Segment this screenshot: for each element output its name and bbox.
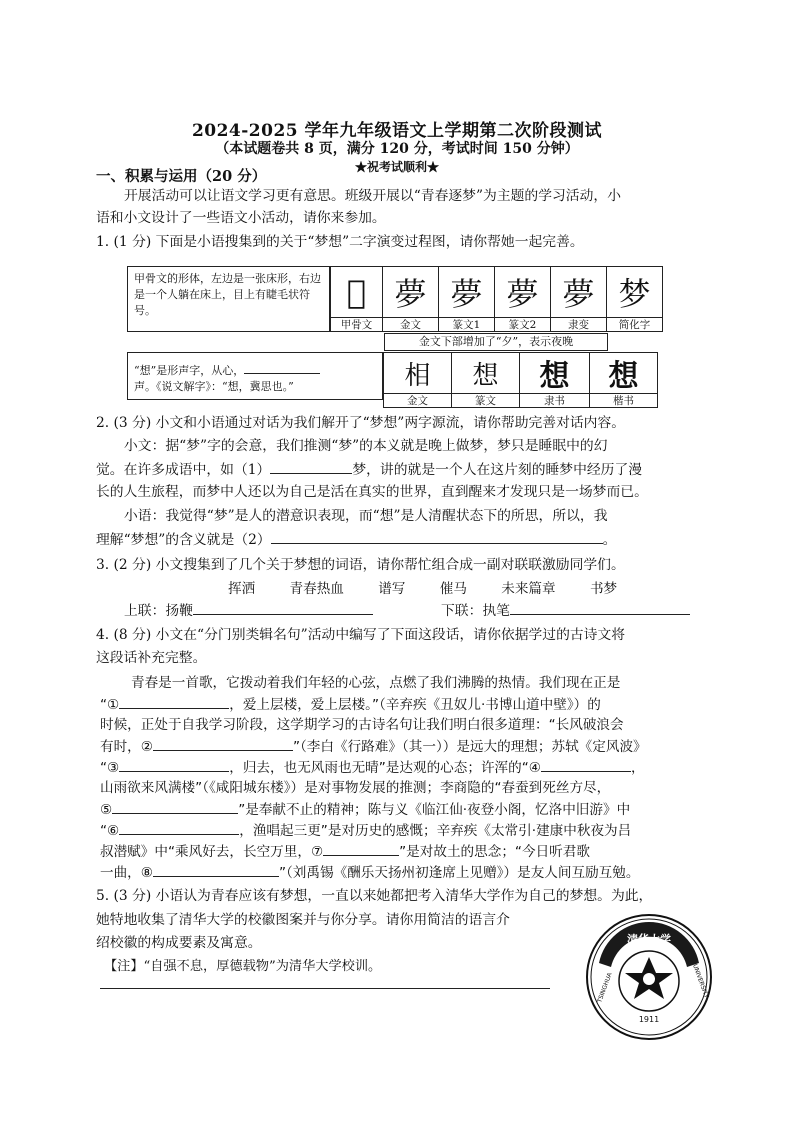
meng-oracle-note: 甲骨文的形体，左边是一张床形，右边是一个人躺在床上，目上有睫毛状符号。 [127, 266, 330, 332]
q5-line-3: 绍校徽的构成要素及寓意。 [96, 935, 262, 951]
q1-stem: 1. (1 分) 下面是小语搜集到的关于“梦想”二字演变过程图，请你帮她一起完善。 [96, 234, 584, 250]
caption-seal2: 篆文2 [495, 318, 551, 332]
quote-blank-1[interactable] [119, 694, 229, 709]
q2-p1-line2-a: 觉。在许多成语中，如（1） [96, 462, 271, 478]
meng-glyph-bronze: 夢 [383, 267, 439, 317]
meng-glyph-clerical: 夢 [551, 267, 607, 317]
q4-line-5 [100, 757, 645, 778]
q4-blank-1-label: “① [100, 697, 120, 713]
caption-oracle: 甲骨文 [331, 318, 383, 332]
intro-line-1: 开展活动可以让语文学习更有意思。班级开展以“青春逐梦”为主题的学习活动，小 [124, 188, 621, 204]
q4-line-4-rest: ”（李白《行路难》（其一））是远大的理想；苏轼《定风波》 [292, 739, 647, 755]
answer-line[interactable] [100, 988, 550, 989]
q4-stem-2: 这段话补充完整。 [96, 650, 207, 666]
upper-couplet-blank[interactable] [193, 600, 373, 615]
word-3: 催马 [439, 581, 467, 597]
q4-line-9-rest: ”是对故土的思念；“今日听君歌 [399, 844, 590, 860]
xiang-note-line1: “想”是形声字，从心， [134, 364, 245, 377]
q2-p1-line3: 长的人生旅程，而梦中人还以为自己是活在真实的世界，直到醒来才发现只是一场梦而已。 [96, 484, 648, 500]
word-4: 未来篇章 [501, 581, 556, 597]
quote-blank-3[interactable] [119, 757, 229, 772]
meaning-blank-2[interactable] [271, 529, 603, 544]
q4-blank-5-label: ⑤ [100, 802, 113, 818]
emblem-left-text: TSINGHUA [596, 971, 614, 1004]
xiang-phonetic-blank[interactable] [244, 359, 320, 374]
q5-line-2: 她特地收集了清华大学的校徽图案并与你分享。请你用简洁的语言介 [96, 912, 510, 928]
q4-blank-8-label: 一曲，⑧ [100, 865, 153, 881]
q2-stem: 2. (3 分) 小文和小语通过对话为我们解开了“梦想”两字源流，请你帮助完善对话内容。 [96, 415, 626, 431]
xiang-caption-seal: 篆文 [452, 394, 520, 408]
meng-glyph-simplified: 梦 [618, 275, 651, 313]
q4-line-8 [100, 820, 631, 841]
q4-blank-7-label: 叔潜赋》中“乘风好去，长空万里，⑦ [100, 844, 324, 860]
xiang-caption-clerical: 隶书 [520, 394, 590, 408]
q2-p1-line1: 小文：据“梦”字的会意，我们推测“梦”的本义就是晚上做梦，梦只是睡眠中的幻 [124, 438, 608, 454]
quote-blank-2[interactable] [153, 736, 293, 751]
tsinghua-emblem-icon [585, 913, 713, 1041]
meng-evolution-table [330, 266, 663, 332]
q5-note: 【注】“自强不息，厚德载物”为清华大学校训。 [104, 959, 382, 974]
q4-line-3: 时候，正处于自我学习阶段，这学期学习的古诗名句让我们明白很多道理：“长风破浪会 [100, 717, 624, 733]
xiang-glyph-seal: 想 [452, 353, 520, 393]
q4-line-2-rest: ，爱上层楼，爱上层楼。”（辛弃疾《丑奴儿·书博山道中壁》）的 [229, 697, 601, 713]
caption-bronze: 金文 [383, 318, 439, 332]
q4-blank-2-label: 有时，② [100, 739, 153, 755]
caption-clerical: 隶变 [551, 318, 607, 332]
meng-glyph-seal2: 夢 [495, 267, 551, 317]
q3-stem: 3. (2 分) 小文搜集到了几个关于梦想的词语，请你帮忙组合成一副对联联激励同学们。 [96, 557, 625, 573]
word-5: 书梦 [589, 581, 618, 597]
page-title: 2024-2025 学年九年级语文上学期第二次阶段测试 [191, 121, 603, 141]
xiang-glyph-regular: 想 [608, 359, 639, 394]
page-subtitle: （本试题卷共 8 页，满分 120 分，考试时间 150 分钟） [215, 141, 579, 157]
quote-blank-4[interactable] [541, 757, 631, 772]
q4-line-5-rest: ， [630, 760, 645, 776]
emblem-top-text: 清华大学 [627, 933, 671, 946]
word-2: 谱写 [378, 581, 406, 597]
good-luck-note: ★祝考试顺利★ [354, 160, 439, 174]
q2-p1-line2-b: 梦，讲的就是一个人在这片刻的睡梦中经历了漫 [352, 462, 643, 478]
word-0: 挥洒 [228, 581, 256, 597]
xiang-caption-bronze: 金文 [384, 394, 452, 408]
quote-blank-8[interactable] [153, 862, 279, 877]
xiang-caption-regular: 楷书 [613, 395, 634, 407]
q4-line-7 [100, 799, 630, 820]
emblem-right-text: UNIVERSITY [691, 963, 710, 1000]
emblem-year: 1911 [638, 1015, 660, 1024]
couplet-word-bank [228, 577, 633, 597]
quote-blank-5[interactable] [112, 799, 238, 814]
q2-p2-line1: 小语：我觉得“梦”是人的潜意识表现，而“想”是人清醒状态下的所思，所以，我 [124, 508, 608, 524]
q4-stem-1: 4. (8 分) 小文在“分门别类辑名句”活动中编写了下面这段话，请你依据学过的古诗文将 [96, 627, 626, 643]
q4-line-9 [100, 841, 590, 862]
xiang-glyph-bronze: 相 [384, 353, 452, 393]
lower-couplet [441, 600, 690, 621]
q4-line-7-rest: ”是奉献不止的精神；陈与义《临江仙·夜登小阁，忆洛中旧游》中 [238, 802, 631, 818]
bronze-addition-note: 金文下部增加了“夕”，表示夜晚 [384, 333, 608, 351]
q4-line-10-rest: ”（刘禹锡《酬乐天扬州初逢席上见赠》）是友人间互励互勉。 [278, 865, 640, 881]
word-1: 青春热血 [289, 581, 344, 597]
q4-blank-6-label: “⑥ [100, 823, 120, 839]
caption-simplified: 简化字 [618, 319, 651, 331]
q4-line-5-mid: ，归去，也无风雨也无晴”是达观的心态；许浑的“④ [229, 760, 541, 776]
caption-seal1: 篆文1 [439, 318, 495, 332]
xiang-note-line2: 声。《说文解字》：“想，冀思也。” [134, 380, 294, 393]
q4-blank-3-label: “③ [100, 760, 120, 776]
intro-line-2: 语和小文设计了一些语文小活动，请你来参加。 [96, 210, 386, 226]
q2-p1-line2 [96, 459, 642, 480]
q2-p2-line2: 理解“梦想”的含义就是（2） 。 [96, 529, 616, 550]
quote-blank-7[interactable] [323, 841, 399, 856]
upper-couplet-label: 上联：扬鞭 [124, 603, 193, 619]
q4-line-6: 山雨欲来风满楼”（《咸阳城东楼》）是对事物发展的推测；李商隐的“春蚕到死丝方尽， [100, 780, 611, 796]
q4-line-4 [100, 736, 647, 757]
xiang-note-box [127, 352, 383, 400]
q5-line-1: 5. (3 分) 小语认为青春应该有梦想，一直以来她都把考入清华大学作为自己的梦想。为此， [96, 888, 653, 904]
meng-glyph-seal1: 夢 [439, 267, 495, 317]
q2-p2-line2-text: 理解“梦想”的含义就是（2） [96, 532, 271, 548]
lower-couplet-blank[interactable] [510, 600, 690, 615]
xiang-evolution-table [383, 352, 658, 408]
q4-line-10 [100, 862, 639, 883]
idiom-blank-1[interactable] [270, 459, 352, 474]
lower-couplet-label: 下联：执笔 [441, 603, 510, 619]
quote-blank-6[interactable] [119, 820, 239, 835]
section-heading: 一、积累与运用（20 分） [96, 168, 267, 185]
q4-line-1: 青春是一首歌，它拨动着我们年轻的心弦，点燃了我们沸腾的热情。我们现在正是 [131, 675, 621, 691]
meng-glyph-oracle: 𠨳 [331, 267, 383, 317]
q4-line-8-rest: ，渔唱起三更”是对历史的感慨；辛弃疾《太常引·建康中秋夜为吕 [239, 823, 632, 839]
xiang-glyph-clerical: 想 [520, 353, 590, 393]
upper-couplet [124, 600, 373, 621]
q4-line-2 [100, 694, 601, 715]
